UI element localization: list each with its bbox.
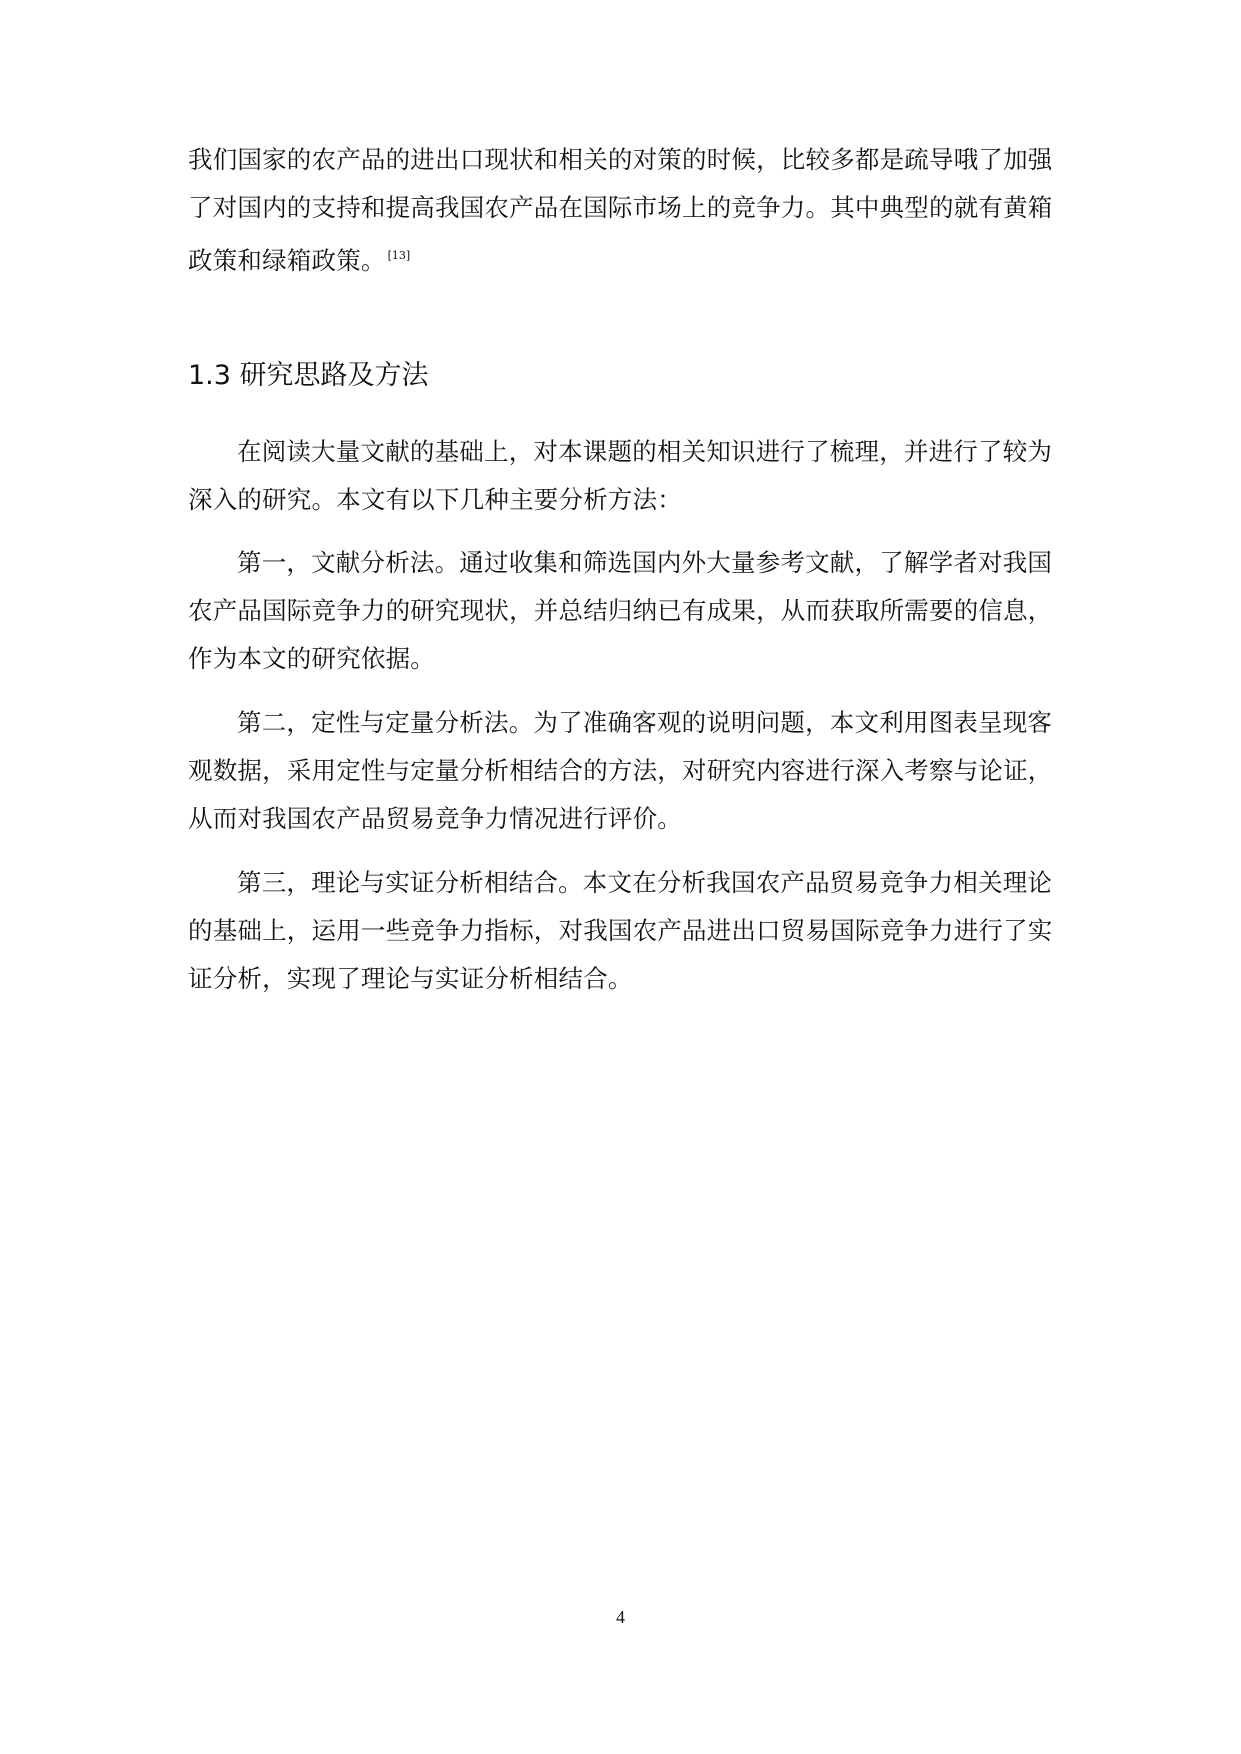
text-line-content: 政策和绿箱政策。 [188, 246, 386, 275]
text-line: 我们国家的农产品的进出口现状和相关的对策的时候，比较多都是疏导哦了加强 [188, 145, 1053, 174]
intro-paragraph [188, 428, 1058, 524]
text-line: 观数据，采用定性与定量分析相结合的方法，对研究内容进行深入考察与论证， [188, 756, 1053, 785]
text-line [188, 232, 1058, 280]
text-line: 从而对我国农产品贸易竞争力情况进行评价。 [188, 804, 682, 833]
text-line: 第二，定性与定量分析法。为了准确客观的说明问题，本文利用图表呈现客 [237, 708, 1053, 737]
text-line: 农产品国际竞争力的研究现状，并总结归纳已有成果，从而获取所需要的信息， [188, 596, 1053, 625]
text-line: 作为本文的研究依据。 [188, 644, 435, 673]
text-line: 第一，文献分析法。通过收集和筛选国内外大量参考文献，了解学者对我国 [237, 548, 1053, 577]
text-line: 第三，理论与实证分析相结合。本文在分析我国农产品贸易竞争力相关理论 [237, 868, 1053, 897]
text-line: 的基础上，运用一些竞争力指标，对我国农产品进出口贸易国际竞争力进行了实 [188, 916, 1053, 945]
section-heading: 1.3 研究思路及方法 [188, 360, 429, 391]
text-line: 在阅读大量文献的基础上，对本课题的相关知识进行了梳理，并进行了较为 [237, 437, 1053, 466]
citation-reference: [13] [387, 249, 411, 262]
method-paragraph-theory-empirical [188, 859, 1058, 1003]
method-paragraph-literature [188, 539, 1058, 683]
text-line: 证分析，实现了理论与实证分析相结合。 [188, 964, 633, 993]
method-paragraph-qualitative-quantitative [188, 699, 1058, 843]
page-number: 4 [616, 1607, 625, 1627]
text-line: 了对国内的支持和提高我国农产品在国际市场上的竞争力。其中典型的就有黄箱 [188, 193, 1053, 222]
text-line: 深入的研究。本文有以下几种主要分析方法： [188, 485, 682, 514]
continuation-paragraph [188, 136, 1058, 280]
